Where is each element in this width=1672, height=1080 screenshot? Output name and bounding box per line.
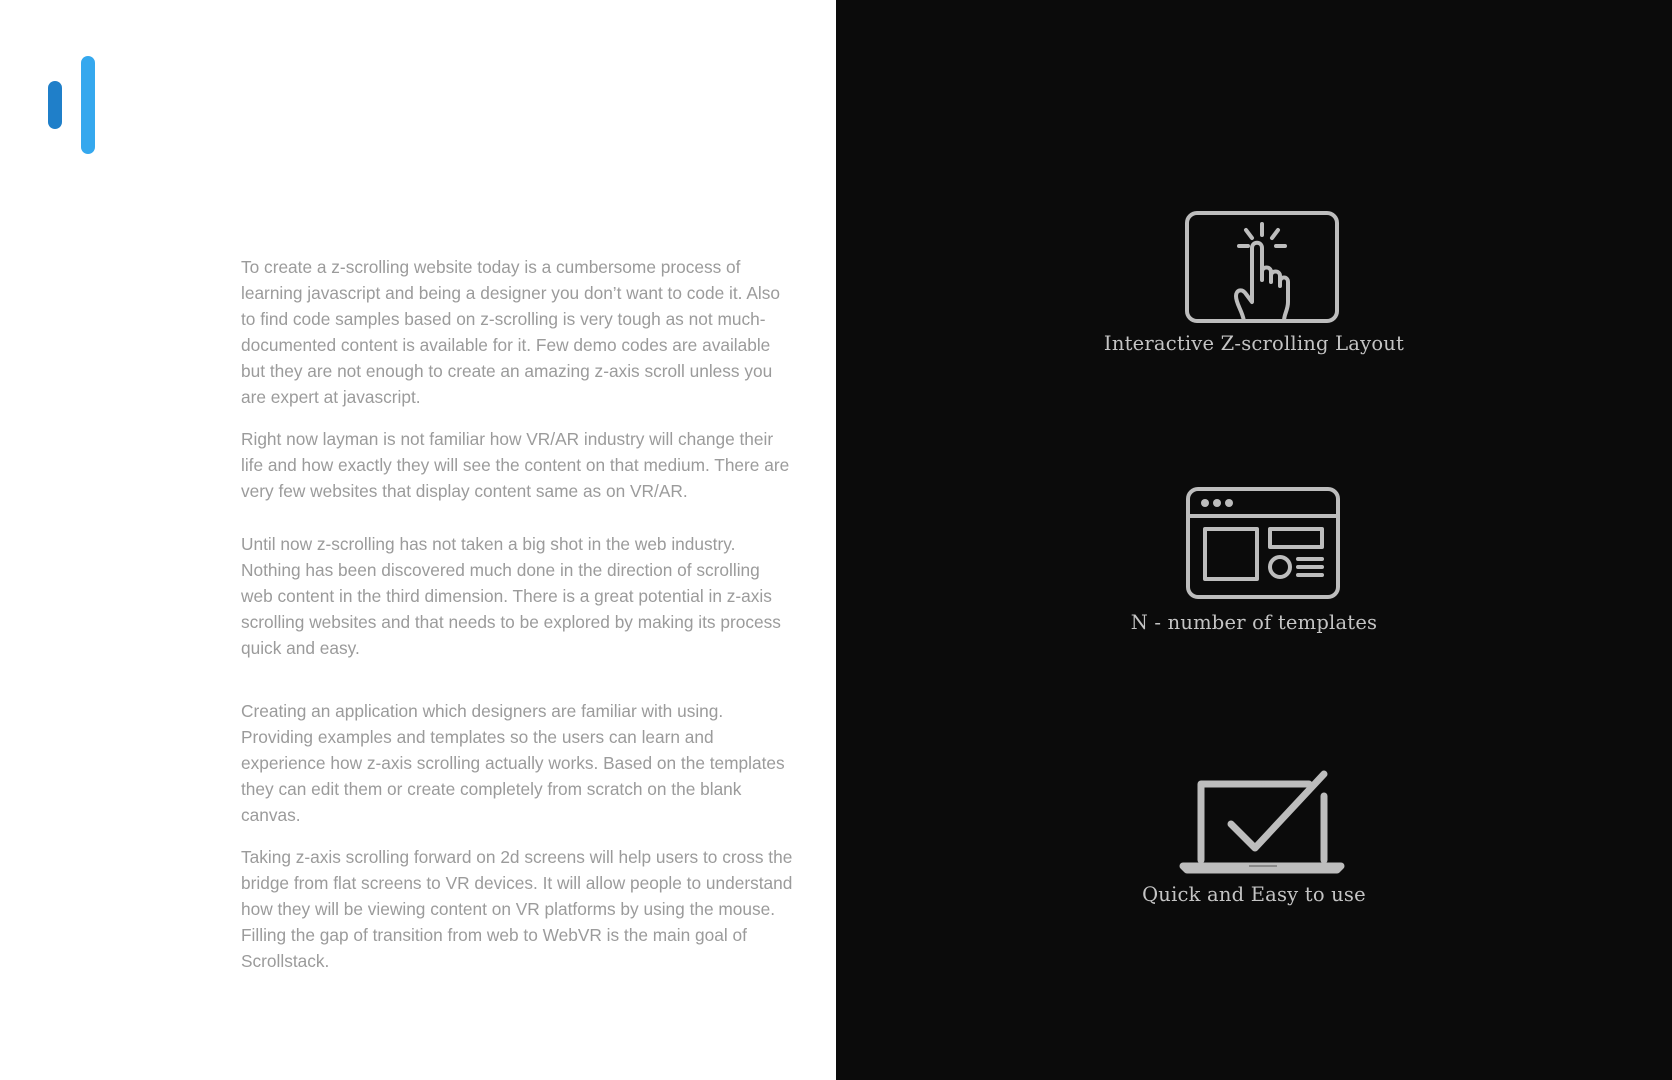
paragraph-opportunity: Until now z-scrolling has not taken a big shot in the web industry. Nothing has been discovered much done in the direction of scrolling web content in the third dimension. There is a great potential in z-axis scrolling websites and that needs to be explored by making its process quick and easy.	[241, 534, 781, 658]
laptop-check-icon	[1179, 766, 1345, 874]
paragraph-goal: Taking z-axis scrolling forward on 2d screens will help users to cross the bridge from flat screens to VR devices. It will allow people to understand how they will be viewing content on VR platforms by using the mouse. Filling the gap of transition from web to WebVR is the main goal of Scrollstack.	[241, 847, 793, 971]
paragraph-solution: Creating an application which designers are familiar with using. Providing examples and templates so the users can learn and experience how z-axis scrolling actually works. Based on the templates they can edit them or create completely from scratch on the blank canvas.	[241, 701, 785, 825]
feature-label-quick: Quick and Easy to use	[1142, 883, 1366, 906]
right-panel	[836, 0, 1672, 1080]
feature-label-interactive: Interactive Z-scrolling Layout	[1103, 332, 1405, 355]
scrollstack-logo-icon[interactable]	[48, 56, 98, 154]
paragraph-vr-ar: Right now layman is not familiar how VR/AR industry will change their life and how exactly they will see the content on that medium. There are very few websites that display content same as on VR/AR.	[241, 429, 790, 501]
logo-tall-bar	[81, 56, 95, 154]
logo-short-bar	[48, 81, 62, 129]
feature-label-templates: N - number of templates	[1130, 611, 1378, 634]
paragraph-problem: To create a z-scrolling website today is a cumbersome process of learning javascript and being a designer you don’t want to code it. Also to find code samples based on z-scrolling is very tough as not much-documented content is available for it. Few demo codes are available but they are not enough to create an amazing z-axis scroll unless you are expert at javascript.	[241, 257, 780, 407]
template-browser-icon	[1185, 486, 1341, 600]
touch-screen-icon	[1184, 210, 1340, 324]
